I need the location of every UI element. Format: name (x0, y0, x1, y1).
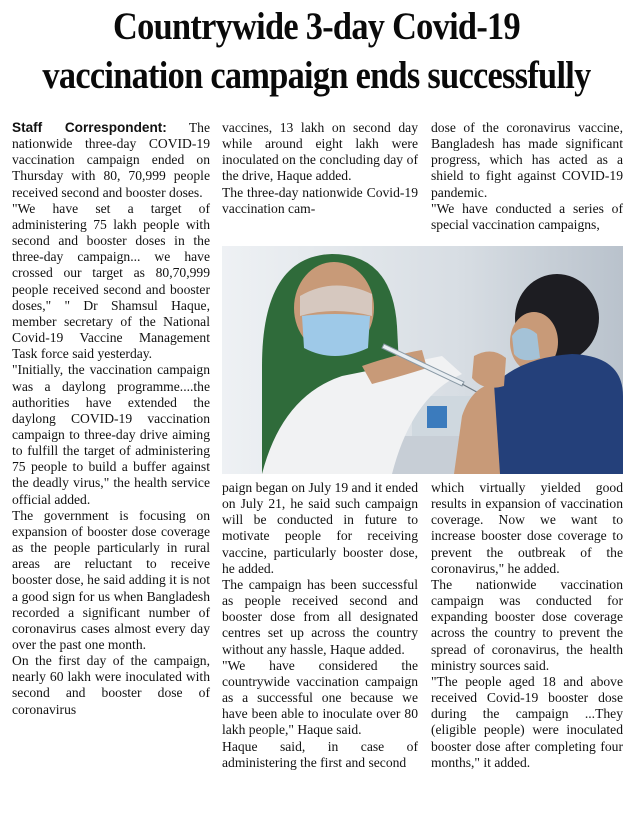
vaccination-photo (222, 246, 623, 474)
paragraph-12: "We have considered the countrywide vaccination campaign as a successful one because we have been able to inoculate over 80 lakh people," Haque said. (222, 657, 418, 738)
byline: Staff Correspondent: (12, 120, 167, 135)
paragraph-1 (12, 120, 210, 201)
paragraph-8: dose of the coronavirus vaccine, Bangladesh has made significant progress, which has acted as a shield to fight against COVID-19 pandemic. (431, 120, 623, 200)
paragraph-6: vaccines, 13 lakh on second day while around eight lakh were inoculated on the concluding day of the drive, Haque added. (222, 120, 418, 184)
paragraph-9: "We have conducted a series of special vaccination campaigns, (431, 200, 623, 232)
paragraph-13: Haque said, in case of administering the first and second (222, 738, 418, 770)
vaccination-photo-illustration (222, 246, 623, 474)
paragraph-4: The government is focusing on expansion of booster dose coverage as the people particularly in rural areas are reluctant to receive booster dose, he said adding it is not a good sign for us when Bangladesh recorded a significant number of coronavirus cases almost every day over the past one month. (12, 507, 210, 652)
paragraph-5: On the first day of the campaign, nearly 60 lakh were inoculated with second and booster dose of coronavirus (12, 653, 210, 717)
paragraph-10: paign began on July 19 and it ended on July 21, he said such campaign will be conducted in future to motivate people for receiving vaccine, particularly booster dose, he added. (222, 480, 418, 576)
paragraph-16: "The people aged 18 and above received Covid-19 booster dose during the campaign ...They (eligible people) were inoculated booster dose after completing four months," it added. (431, 673, 623, 770)
article-column-2-bottom (222, 480, 418, 771)
paragraph-7: The three-day nationwide Covid-19 vaccination cam- (222, 184, 418, 216)
paragraph-2: "We have set a target of administering 75 lakh people with second and booster doses in the three-day campaign... we have crossed our target as 80,70,999 people received second and booster doses," " Dr Shamsul Haque, member secretary of the National Covid-19 Vaccine Management Task force said yesterday. (12, 200, 210, 362)
paragraph-3: "Initially, the vaccination campaign was a daylong programme....the authorities have extended the daylong COVID-19 vaccination campaign to three-day drive aiming to fulfill the target of administering 75 people to build a buffer against the deadly virus," the health service official added. (12, 362, 210, 507)
paragraph-11: The campaign has been successful as people received second and booster dose from all designated centres set up across the country without any hassle, Haque added. (222, 576, 418, 657)
paragraph-15: The nationwide vaccination campaign was conducted for expanding booster dose coverage across the country to prevent the spread of coronavirus, the health ministry sources said. (431, 576, 623, 673)
article-column-1 (12, 120, 210, 718)
article-column-2-top (222, 120, 418, 217)
article-column-3-top (431, 120, 623, 233)
headline: Countrywide 3-day Covid-19 vaccination campaign ends successfully (42, 5, 591, 97)
paragraph-14: which virtually yielded good results in expansion of vaccination coverage. Now we want to increase booster dose coverage to prevent the outbreak of the coronavirus," he added. (431, 480, 623, 576)
paragraph-1-text: The nationwide three-day COVID-19 vaccination campaign ended on Thursday with 80, 70,999 people received second and booster doses. (12, 120, 210, 200)
article-column-3-bottom (431, 480, 623, 771)
